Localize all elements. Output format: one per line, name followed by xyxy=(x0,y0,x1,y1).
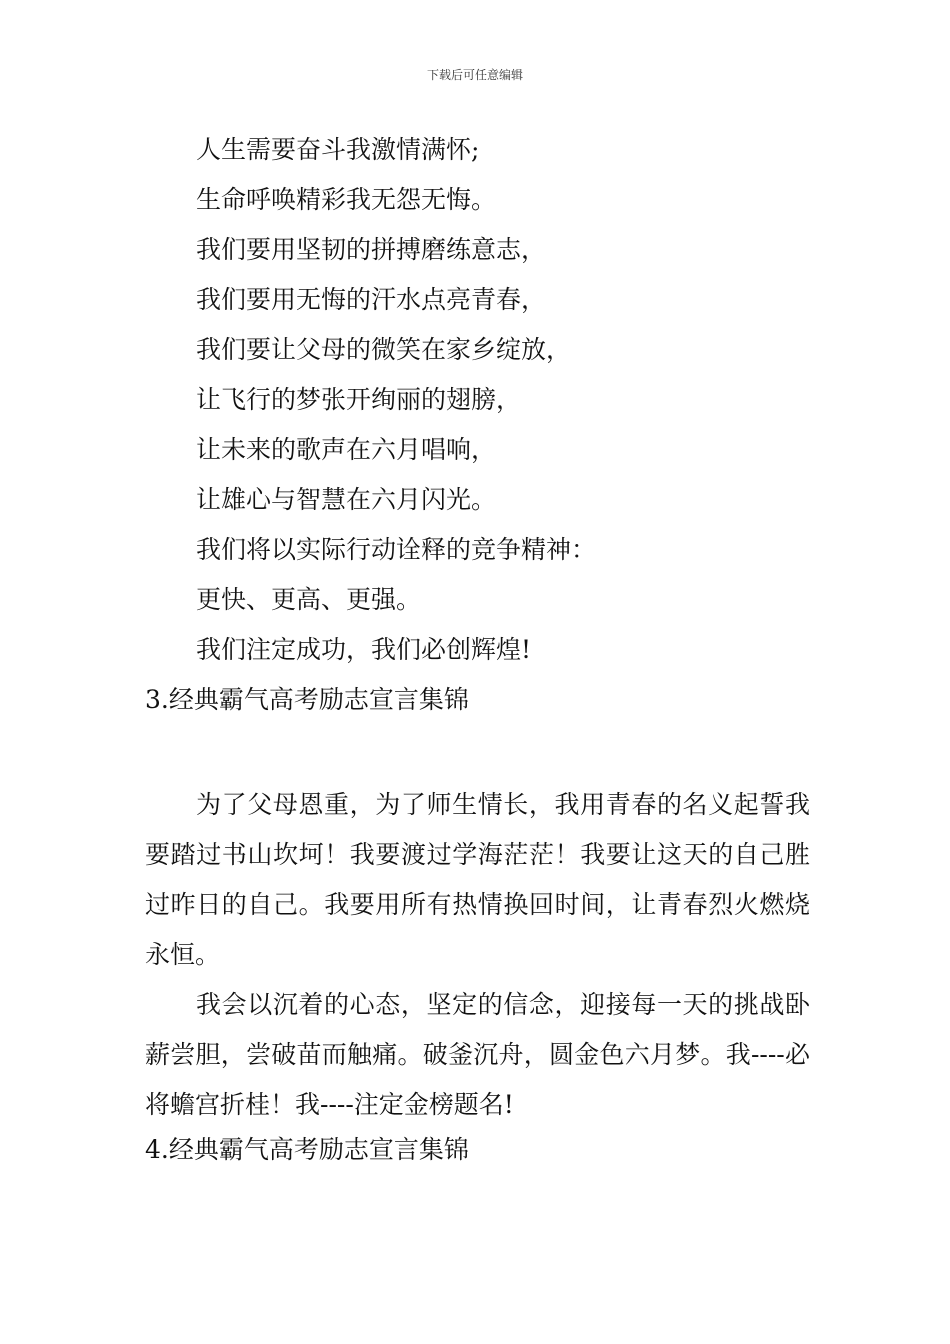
poem-line: 我们要让父母的微笑在家乡绽放， xyxy=(196,335,572,364)
poem-line: 让雄心与智慧在六月闪光。 xyxy=(196,485,497,514)
spacer xyxy=(145,730,810,780)
poem-line: 让未来的歌声在六月唱响， xyxy=(196,435,497,464)
page-header: 下载后可任意编辑 xyxy=(426,68,523,82)
section-heading-3: 3.经典霸气高考励志宣言集锦 xyxy=(145,685,469,714)
poem-line: 我们将以实际行动诠释的竞争精神： xyxy=(196,535,597,564)
poem-line: 更快、更高、更强。 xyxy=(196,585,422,614)
section3-paragraph-2: 我会以沉着的心态，坚定的信念，迎接每一天的挑战卧薪尝胆，尝破苗而触痛。破釜沉舟，圆金色六月梦。我----必将蟾宫折桂！我----注定金榜题名! xyxy=(145,990,810,1119)
section3-paragraph-1: 为了父母恩重，为了师生情长，我用青春的名义起誓我要踏过书山坎坷！我要渡过学海茫茫！我要让这天的自己胜过昨日的自己。我要用所有热情换回时间，让青春烈火燃烧永恒。 xyxy=(145,790,810,969)
poem-line: 我们注定成功，我们必创辉煌! xyxy=(196,635,532,664)
poem-line: 生命呼唤精彩我无怨无悔。 xyxy=(196,185,497,214)
section-heading-4: 4.经典霸气高考励志宣言集锦 xyxy=(145,1135,469,1164)
poem-line: 让飞行的梦张开绚丽的翅膀， xyxy=(196,385,522,414)
document-body xyxy=(145,130,810,1180)
poem-line: 我们要用坚韧的拼搏磨练意志， xyxy=(196,235,547,264)
poem-line: 人生需要奋斗我激情满怀; xyxy=(196,135,480,164)
poem-line: 我们要用无悔的汗水点亮青春， xyxy=(196,285,547,314)
